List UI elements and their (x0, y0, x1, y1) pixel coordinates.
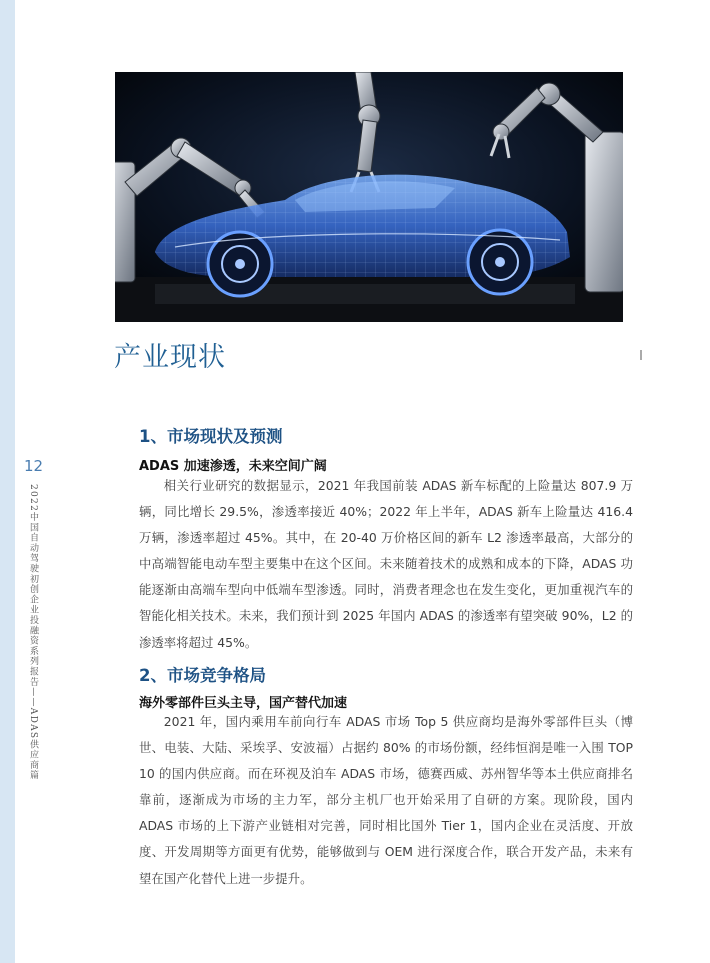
competition-heading: 2、市场竞争格局 (139, 666, 266, 685)
market-status-subheading: ADAS 加速渗透，未来空间广阔 (139, 459, 327, 474)
market-status-paragraph: 相关行业研究的数据显示，2021 年我国前装 ADAS 新车标配的上险量达 807.9 万辆，同比增长 29.5%，渗透率接近 40%；2022 年上半年，ADAS 新车上险量达 416.4 万辆，渗透率超过 45%。其中，在 20-40 万价格区间的新车 L2 渗透率最高，大部分的中高端智能电动车型主要集中在这个区间。未来随着技术的成熟和成本的下降，ADAS 功能逐渐由高端车型向中低端车型渗透。同时，消费者理念也在发生变化，更加重视汽车的智能化相关技术。未来，我们预计到 2025 年国内 ADAS 的渗透率有望突破 90%，L2 的渗透率将超过 45%。 (139, 478, 633, 650)
report-side-title: 2022中国自动驾驶初创企业投融资系列报告——ADAS供应商篇 (28, 484, 38, 781)
page-number: 12 (24, 457, 44, 475)
section-title: 产业现状 (114, 342, 226, 373)
competition-subheading: 海外零部件巨头主导，国产替代加速 (139, 696, 348, 711)
edge-mark (640, 350, 642, 360)
side-color-strip (0, 0, 15, 963)
competition-paragraph: 2021 年，国内乘用车前向行车 ADAS 市场 Top 5 供应商均是海外零部件巨头（博世、电装、大陆、采埃孚、安波福）占据约 80% 的市场份额，经纬恒润是唯一入围 TOP 10 的国内供应商。而在环视及泊车 ADAS 市场，德赛西威、苏州智华等本土供应商排名靠前，逐渐成为市场的主力军，部分主机厂也开始采用了自研的方案。现阶段，国内 ADAS 市场的上下游产业链相对完善，同时相比国外 Tier 1，国内企业在灵活度、开放度、开发周期等方面更有优势，能够做到与 OEM 进行深度合作，联合开发产品，未来有望在国产化替代上进一步提升。 (139, 714, 633, 886)
market-status-heading: 1、市场现状及预测 (139, 427, 283, 446)
hero-image-robot-car (115, 72, 623, 322)
